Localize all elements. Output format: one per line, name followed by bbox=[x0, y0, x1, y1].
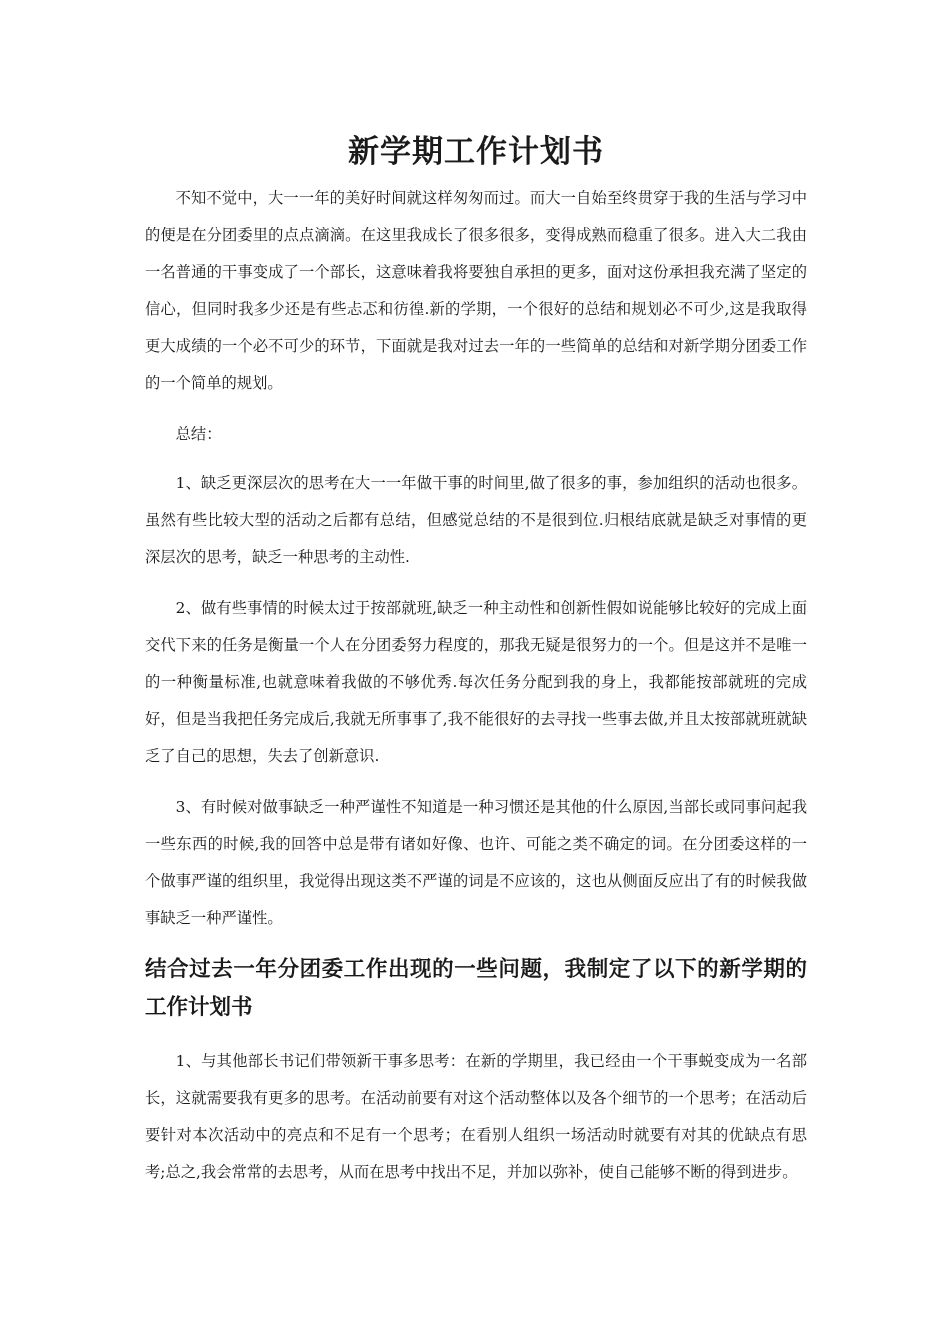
intro-paragraph: 不知不觉中，大一一年的美好时间就这样匆匆而过。而大一自始至终贯穿于我的生活与学习中的便是在分团委里的点点滴滴。在这里我成长了很多很多，变得成熟而稳重了很多。进入大二我由一名普通的干事变成了一个部长，这意味着我将要独自承担的更多，面对这份承担我充满了坚定的信心，但同时我多少还是有些忐忑和彷徨.新的学期，一个很好的总结和规划必不可少,这是我取得更大成绩的一个必不可少的环节，下面就是我对过去一年的一些简单的总结和对新学期分团委工作的一个简单的规划。 bbox=[145, 189, 807, 392]
document-title: 新学期工作计划书 bbox=[348, 134, 604, 170]
summary-label: 总结： bbox=[175, 425, 222, 443]
document-page bbox=[145, 120, 807, 1205]
summary-item-3: 3、有时候对做事缺乏一种严谨性不知道是一种习惯还是其他的什么原因,当部长或同事问起我一些东西的时候,我的回答中总是带有诸如好像、也许、可能之类不确定的词。在分团委这样的一个做事严谨的组织里，我觉得出现这类不严谨的词是不应该的，这也从侧面反应出了有的时候我做事缺乏一种严谨性。 bbox=[145, 798, 807, 927]
plan-item-1: 1、与其他部长书记们带领新干事多思考：在新的学期里，我已经由一个干事蜕变成为一名部长，这就需要我有更多的思考。在活动前要有对这个活动整体以及各个细节的一个思考；在活动后要针对本次活动中的亮点和不足有一个思考；在看别人组织一场活动时就要有对其的优缺点有思考;总之,我会常常的去思考，从而在思考中找出不足，并加以弥补，使自己能够不断的得到进步。 bbox=[145, 1052, 807, 1181]
summary-item-2: 2、做有些事情的时候太过于按部就班,缺乏一种主动性和创新性假如说能够比较好的完成上面交代下来的任务是衡量一个人在分团委努力程度的，那我无疑是很努力的一个。但是这并不是唯一的一种衡量标准,也就意味着我做的不够优秀.每次任务分配到我的身上，我都能按部就班的完成好，但是当我把任务完成后,我就无所事事了,我不能很好的去寻找一些事去做,并且太按部就班就缺乏了自己的思想，失去了创新意识. bbox=[145, 599, 807, 765]
plan-heading: 结合过去一年分团委工作出现的一些问题，我制定了以下的新学期的工作计划书 bbox=[145, 957, 807, 1020]
summary-item-1: 1、缺乏更深层次的思考在大一一年做干事的时间里,做了很多的事，参加组织的活动也很多。虽然有些比较大型的活动之后都有总结，但感觉总结的不是很到位.归根结底就是缺乏对事情的更深层次的思考，缺乏一种思考的主动性. bbox=[145, 474, 807, 566]
